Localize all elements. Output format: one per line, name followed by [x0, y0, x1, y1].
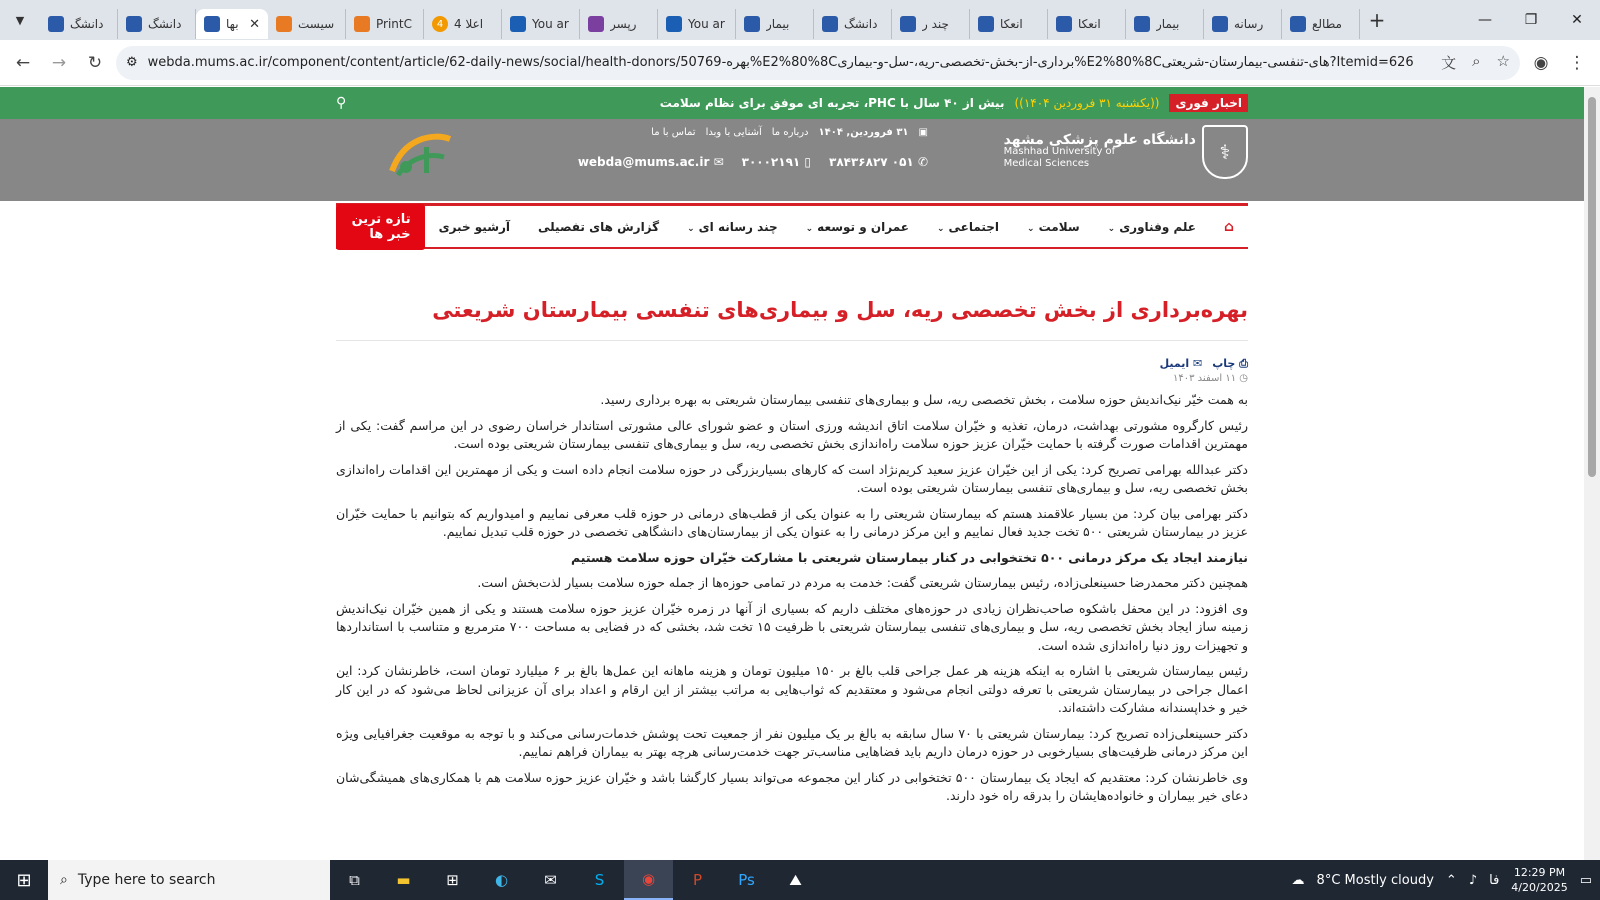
printc-icon	[354, 16, 370, 32]
browser-tab[interactable]	[580, 9, 658, 39]
store-icon[interactable]: ⊞	[446, 871, 459, 889]
university-seal-icon: ⚕	[1202, 125, 1248, 179]
browser-tab[interactable]	[1204, 9, 1282, 39]
page-scrollbar[interactable]	[1584, 87, 1600, 860]
link-about[interactable]: درباره ما	[771, 127, 809, 138]
contact-info	[578, 155, 928, 169]
tab-title: انعکا	[1078, 17, 1101, 31]
phone-number: ۰۵۱ ۳۸۴۳۶۸۲۷	[829, 155, 914, 169]
clock-time: 12:29 PM	[1513, 866, 1566, 879]
university-name-en-line2: Medical Sciences	[1003, 158, 1090, 169]
bookmark-star-icon[interactable]: ☆	[1496, 52, 1510, 70]
weather-cloud-icon[interactable]: ☁	[1291, 872, 1305, 888]
photos-icon[interactable]: ⛰	[789, 871, 802, 889]
forward-icon[interactable]: →	[51, 52, 67, 73]
volume-icon[interactable]: ♪	[1468, 872, 1478, 888]
mums-icon	[744, 16, 760, 32]
main-menu	[336, 203, 1248, 249]
mail-icon: ✉	[709, 155, 724, 169]
navigation-bar	[0, 40, 1600, 86]
menu-social[interactable]	[923, 220, 1013, 234]
article-paragraph: رئیس بیمارستان شریعتی با اشاره به اینکه هزینه هر عمل جراحی قلب بالغ بر ۱۵۰ میلیون تومان و هزینه ماهانه این عمل‌ها بالغ بر ۶ میلیارد تومان است، خاطرنشان کرد: این اعمال جراحی در بیمارستان شریعتی با تعرفه دولتی انجام می‌شود و معتقدیم که ثواب‌هایی به مراتب بیشتر از این ارقام و اعداد برای آن عزیزانی لحاظ می‌شود که در این کار خیر و خداپسندانه مشارکت داشته‌اند.	[336, 663, 1249, 715]
notifications-icon[interactable]: ▭	[1579, 872, 1592, 888]
article-title: بهره‌برداری از بخش تخصصی ریه، سل و بیماری‌های تنفسی بیمارستان شریعتی	[336, 298, 1248, 341]
window-controls	[1462, 12, 1600, 28]
phone-icon: ✆	[913, 155, 928, 169]
taskbar	[0, 860, 1600, 900]
menu-label: عمران و توسعه	[817, 219, 909, 234]
tab-title: مطالع	[1312, 17, 1342, 31]
tab-title: دانشگ	[844, 17, 878, 31]
publish-date-text: ۱۱ اسفند ۱۴۰۳	[1173, 373, 1237, 384]
calendar-icon: ▣	[918, 127, 928, 138]
home-icon[interactable]: ⌂	[1223, 218, 1234, 235]
article-paragraph: وی افزود: در این محفل باشکوه صاحب‌نظران زیادی در حوزه‌های مختلف داریم که بسیاری از آنها در زمره خیّران عزیز حوزه سلامت هستند و یکی از همین خیّران نیک‌اندیش زمینه ساز ایجاد بخش تخصصی ریه، سل و بیماری‌های تنفسی بیمارستان شریعتی با ظرفیت ۱۵ تخت شد، بخشی که در فضایی به مساحت ۷۰۰ مترمربع و متناسب با استانداردها و تجهیزات روز دنیا راه‌اندازی شده است.	[336, 600, 1248, 653]
tab-search-chevron-icon[interactable]: ▼	[15, 13, 25, 27]
close-window-icon[interactable]: ✕	[1571, 12, 1583, 28]
taskbar-search-placeholder: Type here to search	[77, 872, 216, 888]
windows-start-icon[interactable]: ⊞	[16, 869, 32, 891]
site-info-icon[interactable]: ⚙	[126, 55, 138, 70]
article-paragraph: دکتر حسینعلی‌زاده تصریح کرد: بیمارستان شریعتی با ۷۰ سال سابقه به بالغ بر یک میلیون نفر از جمعیت تحت پوشش خدمات‌رسانی می‌کند و با توجه به موقعیت جغرافیایی ویژه این مرکز درمانی ظرفیت‌های بسیارخوبی در حوزه درمان داریم باید فضاهایی مناسب‌تر جهت خدمت‌رسانی هرچه بهتر به بیماران فراهم نماییم.	[336, 725, 1248, 759]
browser-tab[interactable]	[502, 9, 580, 39]
article-paragraph: دکتر بهرامی بیان کرد: من بسیار علاقمند هستم که بیمارستان شریعتی را به عنوان یکی از قطب‌های درمانی در حوزه قلب معرفی نماییم و امیدواریم که بتوانیم با حمایت خیّران عزیز در بیمارستان شریعتی ۵۰۰ تخت جدید فعال نماییم و این مرکز درمانی را به عنوان یکی از بیمارستان‌های دانشگاهی تخصصی در حوزه قلب تبدیل نماییم.	[336, 505, 1248, 539]
mobile-icon: ▯	[800, 155, 811, 169]
article	[336, 298, 1248, 806]
profile-icon[interactable]: ◉	[1533, 52, 1549, 73]
address-bar[interactable]	[116, 46, 1520, 80]
university-name-en-line1: Mashhad University of	[1003, 146, 1116, 157]
browser-tab[interactable]	[658, 9, 736, 39]
scrollbar-thumb[interactable]	[1588, 97, 1596, 477]
browser-menu-icon[interactable]: ⋮	[1568, 52, 1586, 73]
university-name-fa: دانشگاه علوم پزشکی مشهد	[1003, 132, 1196, 148]
tab-title: You ar	[688, 17, 725, 31]
chevron-down-icon: ⌄	[936, 223, 945, 234]
sms-number: ۳۰۰۰۲۱۹۱	[741, 155, 801, 169]
chevron-down-icon: ⌄	[1027, 223, 1035, 234]
tab-title: سیست	[298, 17, 335, 31]
menu-label: اجتماعی	[948, 219, 1000, 234]
browser-tab[interactable]	[196, 9, 268, 39]
mums-icon	[900, 16, 916, 32]
printer-icon: ⎙	[1235, 357, 1248, 370]
menu-development[interactable]	[792, 220, 923, 234]
email-label: ایمیل	[1159, 357, 1190, 370]
mums-icon	[1290, 16, 1306, 32]
s-icon	[666, 16, 682, 32]
zoom-icon[interactable]: ⌕	[1472, 52, 1481, 70]
powerpoint-icon[interactable]: P	[692, 871, 703, 889]
skype-icon[interactable]: S	[594, 871, 605, 889]
menu-label: سلامت	[1038, 219, 1080, 234]
new-tab-button[interactable]: +	[1368, 8, 1386, 32]
tab-title: PrintC	[376, 17, 412, 31]
top-links	[651, 127, 928, 138]
email-link[interactable]: webda@mums.ac.ir	[577, 155, 710, 169]
tray-chevron-up-icon[interactable]: ⌃	[1445, 872, 1457, 888]
mums-icon	[1212, 16, 1228, 32]
mums-icon	[1056, 16, 1072, 32]
menu-label: علم وفناوری	[1119, 219, 1196, 234]
breaking-news-label: اخبار فوری	[1169, 94, 1248, 112]
clock-date: 4/20/2025	[1511, 881, 1568, 894]
weather-text[interactable]: 8°C Mostly cloudy	[1316, 872, 1434, 888]
edge-icon[interactable]: ◐	[494, 871, 509, 889]
badge-icon: 4	[432, 16, 448, 32]
restore-icon[interactable]: ❐	[1524, 12, 1538, 28]
menu-science-tech[interactable]	[1094, 220, 1210, 234]
tab-title: بیمار	[766, 17, 790, 31]
tab-title: انعکا	[1000, 17, 1023, 31]
tab-title: دانشگ	[70, 17, 104, 31]
envelope-icon: ✉	[1189, 357, 1203, 370]
file-explorer-icon[interactable]: ▬	[396, 871, 411, 889]
publish-date	[336, 373, 1248, 384]
tab-title: دانشگ	[148, 17, 182, 31]
s-icon	[510, 16, 526, 32]
mums-icon	[978, 16, 994, 32]
article-paragraph: همچنین دکتر محمدرضا حسینعلی‌زاده، رئیس بیمارستان شریعتی گفت: خدمت به مردم در تمامی حوزه‌ها از جمله حوزه سلامت بسیار لذت‌بخش است.	[477, 575, 1248, 590]
url-text[interactable]: webda.mums.ac.ir/component/content/article/62-daily-news/social/health-donors/50769-بهره%E2%80%8Cبرداری-از-بخش-تخصصی-ریه،-سل-و-بیماری%E2%80%8Cهای-تنفسی-بیمارستان-شریعتی?Itemid=626	[147, 55, 1414, 70]
tabs-container	[40, 1, 1360, 39]
tab-title: بیمار	[1156, 17, 1180, 31]
browser-tab[interactable]	[736, 9, 814, 39]
chevron-down-icon: ⌄	[805, 223, 814, 234]
search-icon[interactable]: ⚲	[336, 95, 347, 111]
menu-label: چند رسانه ای	[698, 219, 778, 234]
article-paragraph: وی خاطرنشان کرد: معتقدیم که ایجاد یک بیمارستان ۵۰۰ تختخوابی در کنار این مجموعه می‌تواند بسیار کارگشا باشد و خیّران عزیز حوزه سلامت هم با همکاری‌های همیشگی‌شان دعای خیر بیماران و خانواده‌هایشان را بدرقه راه خود دارند.	[336, 769, 1248, 803]
university-logo[interactable]	[1004, 125, 1248, 179]
clock-icon: ◷	[1236, 373, 1248, 384]
chevron-down-icon: ⌄	[1107, 223, 1116, 234]
browser-tab[interactable]	[892, 9, 970, 39]
article-tools	[336, 357, 1248, 371]
translate-icon[interactable]: 文	[1441, 54, 1457, 72]
page-viewport	[0, 87, 1584, 860]
tab-title: چند ر	[922, 17, 949, 31]
task-view-icon[interactable]: ⧉	[349, 871, 360, 889]
browser-tab[interactable]	[40, 9, 118, 39]
browser-tab[interactable]	[1282, 9, 1360, 39]
chrome-icon[interactable]: ◉	[624, 860, 673, 900]
tab-title: رپسر	[610, 17, 637, 31]
chevron-down-icon: ⌄	[687, 223, 695, 234]
header-date: ۳۱ فروردین, ۱۴۰۴	[818, 127, 909, 138]
language-indicator[interactable]: فا	[1489, 872, 1500, 888]
mums-icon	[822, 16, 838, 32]
browser-tab[interactable]	[1126, 9, 1204, 39]
print-link[interactable]	[1212, 357, 1248, 371]
link-webda-intro[interactable]: آشنایی با وبدا	[705, 127, 762, 138]
mums-icon	[1134, 16, 1150, 32]
tab-title: You ar	[532, 17, 569, 31]
browser-tab[interactable]	[118, 9, 196, 39]
close-tab-icon[interactable]: ✕	[249, 16, 260, 32]
browser-tab[interactable]	[814, 9, 892, 39]
browser-tab[interactable]	[268, 9, 346, 39]
breaking-news-date: ((یکشنبه ۳۱ فروردین ۱۴۰۴))	[1014, 96, 1160, 110]
browser-tab[interactable]	[1048, 9, 1126, 39]
tab-title: بها	[226, 17, 239, 31]
search-icon: ⌕	[60, 872, 68, 888]
tab-strip	[0, 0, 1600, 40]
photoshop-icon[interactable]: Ps	[738, 871, 755, 889]
taskbar-search[interactable]	[48, 860, 330, 900]
tab-title: 4 اعلا	[454, 17, 484, 31]
breaking-news-bar	[0, 87, 1584, 119]
mums-icon	[48, 16, 64, 32]
reload-icon[interactable]: ↻	[87, 52, 103, 73]
mums-icon	[204, 16, 220, 32]
browser-tab[interactable]	[970, 9, 1048, 39]
breaking-news-headline[interactable]: بیش از ۴۰ سال با PHC، تجربه ای موفق برای نظام سلامت	[659, 96, 1005, 110]
menu-health[interactable]	[1013, 220, 1094, 234]
pinned-apps	[330, 860, 820, 900]
article-paragraph: رئیس کارگروه مشورتی بهداشت، درمان، تغذیه و خیّران سلامت اتاق اندیشه ورزی استان و عضو شورای عالی مشورتی استاندار خراسان رضوی در این مراسم گفت: یکی از مهمترین اقدامات صورت گرفته با حمایت خیّران عزیز حوزه سلامت راه‌اندازی بخش تخصصی ریه، سل و بیماری‌های تنفسی بیمارستان شریعتی بوده است.	[336, 417, 1248, 451]
eye-icon	[588, 16, 604, 32]
menu-reports[interactable]: گزارش های تفصیلی	[538, 219, 660, 234]
browser-tab[interactable]	[424, 9, 502, 39]
site-header	[0, 119, 1584, 201]
back-icon[interactable]: ←	[15, 52, 31, 73]
webda-logo[interactable]	[384, 127, 456, 183]
article-paragraph: دکتر عبدالله بهرامی تصریح کرد: یکی از این خیّران عزیز سعید کریم‌نژاد است که کارهای بسیاربزرگی در حوزه سلامت انجام داده است و یکی از مهمترین این اقدامات راه‌اندازی بخش تخصصی ریه، سل و بیماری‌های تنفسی بیمارستان شریعتی بوده است.	[336, 461, 1248, 495]
latest-news-button[interactable]: تازه ترین خبر ها	[336, 204, 425, 250]
browser-tab[interactable]	[346, 9, 424, 39]
article-paragraph: به همت خیّر نیک‌اندیش حوزه سلامت ، بخش تخصصی ریه، سل و بیماری‌های تنفسی بیمارستان شریعتی به بهره برداری رسید.	[600, 392, 1248, 407]
clock[interactable]	[1511, 865, 1567, 895]
email-share-link[interactable]	[1160, 357, 1203, 371]
print-label: چاپ	[1212, 357, 1236, 370]
mail-app-icon[interactable]: ✉	[544, 871, 557, 889]
minimize-icon[interactable]: —	[1478, 12, 1492, 28]
menu-multimedia[interactable]	[673, 220, 792, 234]
menu-archive[interactable]: آرشیو خبری	[438, 219, 511, 234]
mums-icon	[126, 16, 142, 32]
tab-title: رسانه	[1234, 17, 1264, 31]
article-body	[336, 391, 1248, 806]
article-subheading: نیازمند ایجاد یک مرکز درمانی ۵۰۰ تختخوابی در کنار بیمارستان شریعتی با مشارکت خیّران حوزه سلامت هستیم	[571, 549, 1248, 565]
link-contact[interactable]: تماس با ما	[651, 127, 696, 138]
printc-icon	[276, 16, 292, 32]
system-tray	[1292, 865, 1600, 895]
